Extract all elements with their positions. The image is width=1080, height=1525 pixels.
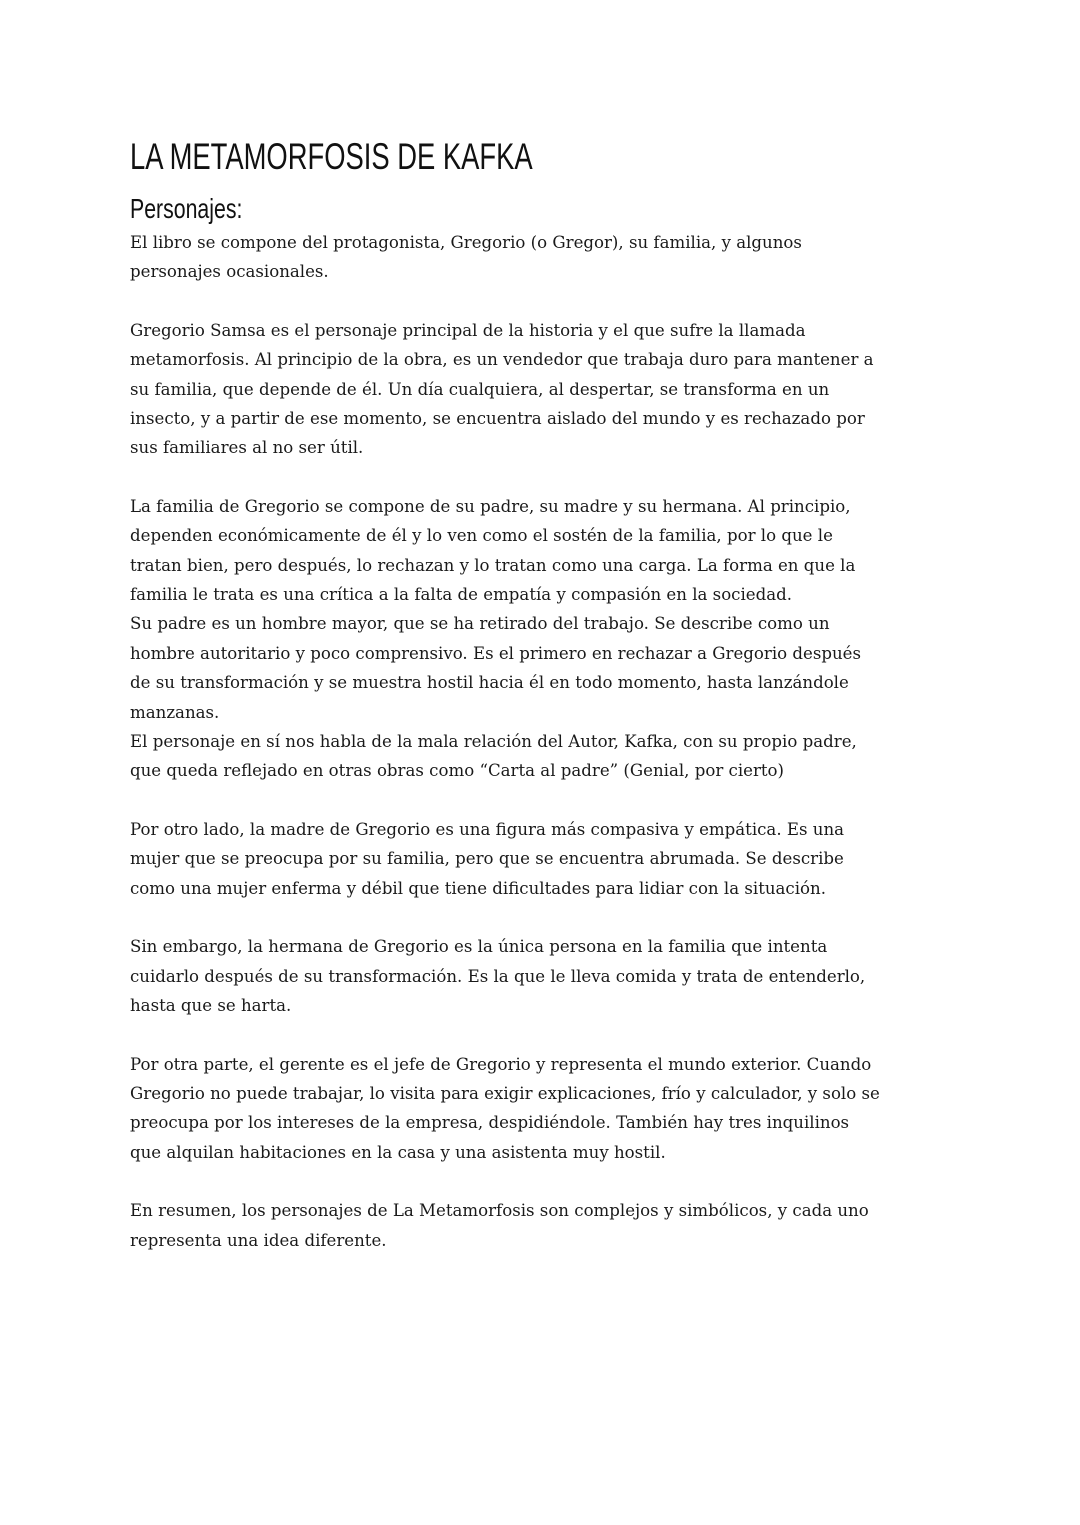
text-line: dependen económicamente de él y lo ven como el sostén de la familia, por lo que le — [130, 526, 833, 546]
document-body — [130, 228, 880, 1255]
text-line: personajes ocasionales. — [130, 262, 329, 282]
text-line: hasta que se harta. — [130, 995, 292, 1015]
text-line: mujer que se preocupa por su familia, pero que se encuentra abrumada. Se describe — [130, 849, 844, 869]
blank-line — [130, 1020, 880, 1049]
text-line: de su transformación y se muestra hostil hacia él en todo momento, hasta lanzándole — [130, 673, 849, 693]
text-line: hombre autoritario y poco comprensivo. Es el primero en rechazar a Gregorio después — [130, 643, 862, 663]
text-line: En resumen, los personajes de La Metamorfosis son complejos y simbólicos, y cada uno — [130, 1201, 869, 1221]
text-line: tratan bien, pero después, lo rechazan y lo tratan como una carga. La forma en que la — [130, 555, 856, 575]
text-line: manzanas. — [130, 702, 220, 722]
text-line: familia le trata es una crítica a la falta de empatía y compasión en la sociedad. — [130, 585, 793, 605]
text-line: que alquilan habitaciones en la casa y una asistenta muy hostil. — [130, 1142, 666, 1162]
text-line: representa una idea diferente. — [130, 1230, 387, 1250]
text-line: El libro se compone del protagonista, Gregorio (o Gregor), su familia, y algunos — [130, 233, 802, 252]
text-line: como una mujer enferma y débil que tiene dificultades para lidiar con la situación. — [130, 878, 826, 898]
text-line: su familia, que depende de él. Un día cualquiera, al despertar, se transforma en un — [130, 379, 830, 399]
text-line: cuidarlo después de su transformación. Es la que le lleva comida y trata de entenderlo, — [130, 966, 866, 986]
text-line: Por otra parte, el gerente es el jefe de Gregorio y representa el mundo exterior. Cuando — [130, 1054, 872, 1074]
blank-line — [130, 287, 880, 316]
blank-line — [130, 1167, 880, 1196]
text-line: Sin embargo, la hermana de Gregorio es la única persona en la familia que intenta — [130, 937, 828, 957]
text-line: metamorfosis. Al principio de la obra, es un vendedor que trabaja duro para mantener a — [130, 350, 874, 370]
blank-line — [130, 903, 880, 932]
text-line: La familia de Gregorio se compone de su padre, su madre y su hermana. Al principio, — [130, 497, 851, 517]
text-line: sus familiares al no ser útil. — [130, 438, 364, 458]
blank-line — [130, 463, 880, 492]
text-line: Gregorio no puede trabajar, lo visita para exigir explicaciones, frío y calculador, y solo se — [130, 1083, 880, 1103]
blank-line — [130, 786, 880, 815]
text-line: Por otro lado, la madre de Gregorio es una figura más compasiva y empática. Es una — [130, 819, 845, 839]
text-line: que queda reflejado en otras obras como “Carta al padre” (Genial, por cierto) — [130, 761, 785, 781]
text-line: Gregorio Samsa es el personaje principal de la historia y el que sufre la llamada — [130, 321, 806, 341]
section-heading: Personajes: — [130, 193, 243, 224]
text-line: Su padre es un hombre mayor, que se ha retirado del trabajo. Se describe como un — [130, 614, 830, 634]
text-line: El personaje en sí nos habla de la mala relación del Autor, Kafka, con su propio padre, — [130, 731, 857, 751]
document-title: LA METAMORFOSIS DE KAFKA — [130, 136, 533, 177]
text-line: insecto, y a partir de ese momento, se encuentra aislado del mundo y es rechazado por — [130, 409, 865, 429]
text-line: preocupa por los intereses de la empresa, despidiéndole. También hay tres inquilinos — [130, 1113, 850, 1133]
